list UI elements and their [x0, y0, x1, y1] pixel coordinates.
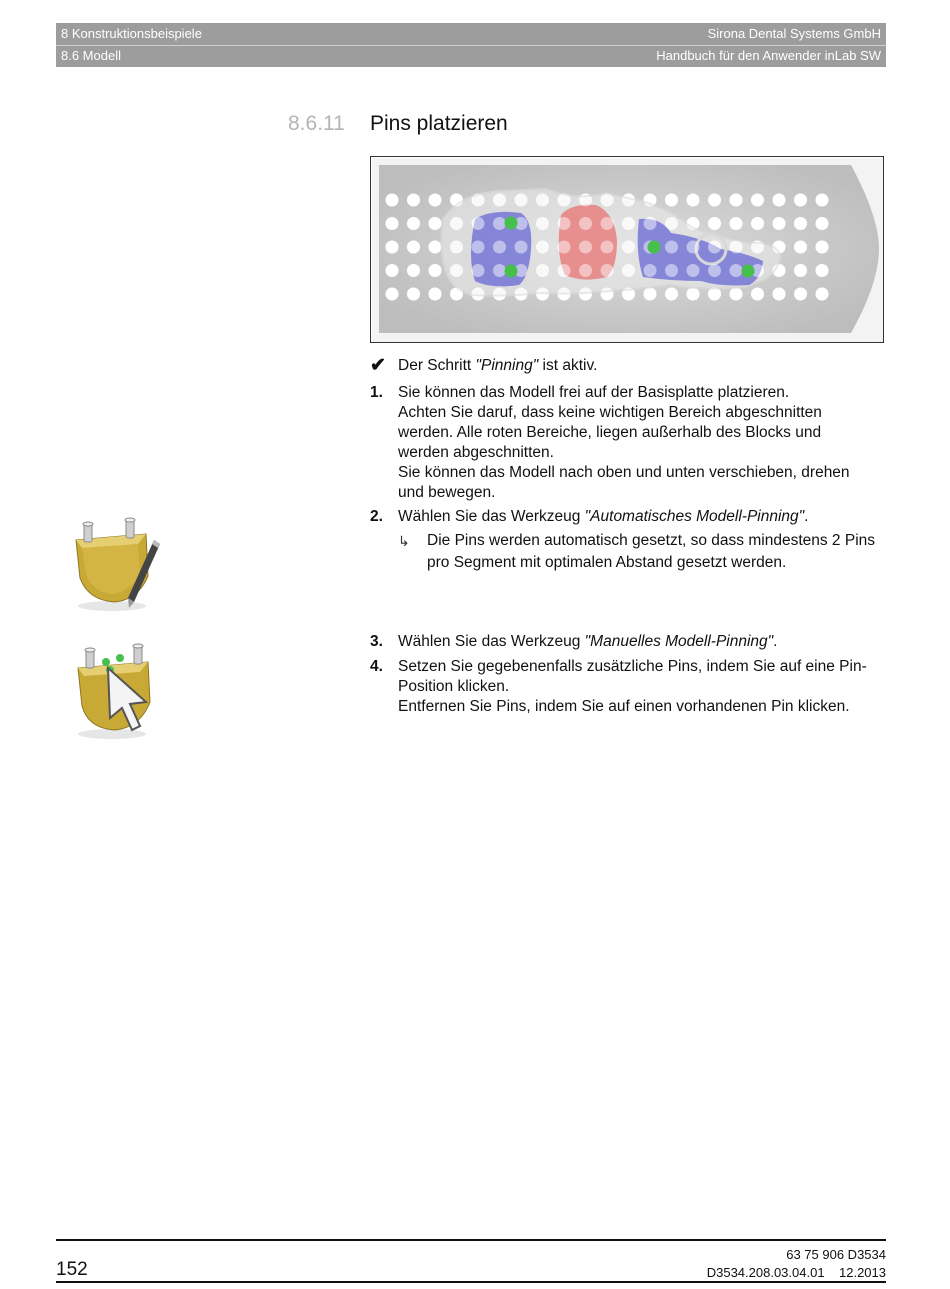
plate-hole-overlay	[407, 241, 420, 254]
header-manual: Handbuch für den Anwender inLab SW	[656, 48, 881, 63]
plate-hole-overlay	[730, 288, 743, 301]
plate-hole-overlay	[493, 217, 506, 230]
plate-hole-overlay	[558, 194, 571, 207]
plate-hole-overlay	[601, 288, 614, 301]
step-line: Position klicken.	[398, 678, 510, 695]
plate-hole-overlay	[665, 217, 678, 230]
plate-hole-overlay	[493, 288, 506, 301]
plate-hole-overlay	[687, 194, 700, 207]
plate-hole-overlay	[450, 217, 463, 230]
plate-hole-overlay	[536, 241, 549, 254]
step-line: werden abgeschnitten.	[398, 444, 554, 461]
plate-hole-overlay	[429, 288, 442, 301]
plate-hole-overlay	[472, 217, 485, 230]
plate-hole-overlay	[773, 217, 786, 230]
plate-hole-overlay	[794, 241, 807, 254]
plate-hole-overlay	[730, 264, 743, 277]
plate-hole-overlay	[536, 217, 549, 230]
plate-hole-overlay	[450, 194, 463, 207]
plate-hole-overlay	[751, 241, 764, 254]
manual-pinning-tool-icon[interactable]	[68, 640, 168, 745]
plate-hole-overlay	[558, 217, 571, 230]
plate-hole-overlay	[429, 241, 442, 254]
pin-marker	[505, 265, 518, 278]
plate-hole-overlay	[794, 194, 807, 207]
plate-hole-overlay	[429, 217, 442, 230]
plate-hole-overlay	[816, 194, 829, 207]
step-line: Sie können das Modell frei auf der Basisplatte platzieren.	[398, 384, 790, 401]
plate-hole-overlay	[665, 288, 678, 301]
plate-hole-overlay	[794, 288, 807, 301]
plate-hole-overlay	[665, 264, 678, 277]
plate-hole-overlay	[429, 194, 442, 207]
plate-hole-overlay	[687, 264, 700, 277]
section-number: 8.6.11	[288, 112, 345, 135]
plate-hole-overlay	[622, 217, 635, 230]
footer-rule-top	[56, 1239, 886, 1241]
plate-hole-overlay	[751, 194, 764, 207]
plate-hole-overlay	[558, 241, 571, 254]
header-section: 8.6 Modell	[61, 48, 121, 63]
plate-hole-overlay	[579, 264, 592, 277]
plate-hole-overlay	[386, 264, 399, 277]
plate-hole-overlay	[493, 264, 506, 277]
plate-hole-overlay	[493, 241, 506, 254]
section-title: Pins platzieren	[370, 112, 508, 135]
step-number: 4.	[370, 658, 383, 675]
plate-hole-overlay	[407, 217, 420, 230]
plate-hole-overlay	[450, 241, 463, 254]
plate-hole-overlay	[407, 264, 420, 277]
plate-hole-overlay	[751, 217, 764, 230]
page-number: 152	[56, 1259, 88, 1280]
result-arrow-icon: ↳	[398, 533, 410, 549]
plate-hole-overlay	[579, 288, 592, 301]
plate-hole-overlay	[708, 241, 721, 254]
auto-pinning-tool-icon[interactable]	[68, 514, 168, 619]
plate-hole-overlay	[601, 241, 614, 254]
header-company: Sirona Dental Systems GmbH	[707, 26, 881, 41]
plate-hole-overlay	[665, 241, 678, 254]
step-line: werden. Alle roten Bereiche, liegen außerhalb des Blocks und	[398, 424, 822, 441]
plate-hole-overlay	[816, 288, 829, 301]
pin-marker	[505, 217, 518, 230]
plate-hole-overlay	[816, 217, 829, 230]
check-icon: ✔	[370, 355, 386, 376]
plate-hole-overlay	[687, 241, 700, 254]
plate-hole-overlay	[493, 194, 506, 207]
plate-hole-overlay	[687, 288, 700, 301]
plate-hole-overlay	[816, 264, 829, 277]
plate-hole-overlay	[450, 264, 463, 277]
plate-hole-overlay	[472, 288, 485, 301]
plate-hole-overlay	[429, 264, 442, 277]
plate-hole-overlay	[515, 194, 528, 207]
plate-hole-overlay	[622, 194, 635, 207]
plate-hole-overlay	[644, 264, 657, 277]
plate-hole-overlay	[536, 288, 549, 301]
plate-hole-overlay	[708, 264, 721, 277]
footer-rule-bottom	[56, 1281, 886, 1283]
plate-hole-overlay	[386, 217, 399, 230]
step-line: Entfernen Sie Pins, indem Sie auf einen vorhandenen Pin klicken.	[398, 698, 850, 715]
tool-name: "Manuelles Modell-Pinning"	[584, 633, 774, 650]
tool-name: "Automatisches Modell-Pinning"	[584, 508, 805, 525]
document-reference: D3534.208.03.04.01 12.2013	[706, 1265, 886, 1280]
plate-hole-overlay	[386, 194, 399, 207]
step-name: "Pinning"	[475, 357, 539, 374]
header-chapter: 8 Konstruktionsbeispiele	[61, 26, 202, 41]
result-line: pro Segment mit optimalen Abstand gesetzt werden.	[427, 554, 787, 571]
plate-hole-overlay	[794, 264, 807, 277]
plate-hole-overlay	[536, 264, 549, 277]
plate-hole-overlay	[730, 217, 743, 230]
step-line: und bewegen.	[398, 484, 496, 501]
plate-hole-overlay	[730, 194, 743, 207]
plate-hole-overlay	[601, 217, 614, 230]
running-header	[56, 23, 886, 67]
plate-hole-overlay	[708, 194, 721, 207]
plate-hole-overlay	[515, 288, 528, 301]
plate-hole-overlay	[708, 217, 721, 230]
plate-hole-overlay	[644, 217, 657, 230]
plate-hole-overlay	[773, 264, 786, 277]
plate-hole-overlay	[816, 241, 829, 254]
plate-hole-overlay	[794, 217, 807, 230]
step-line: Sie können das Modell nach oben und unten verschieben, drehen	[398, 464, 850, 481]
plate-hole-overlay	[558, 264, 571, 277]
plate-hole-overlay	[773, 194, 786, 207]
pin-marker	[742, 265, 755, 278]
step-number: 1.	[370, 384, 383, 401]
plate-hole-overlay	[386, 241, 399, 254]
plate-hole-overlay	[386, 288, 399, 301]
step-line: Achten Sie daruf, dass keine wichtigen Bereich abgeschnitten	[398, 404, 822, 421]
plate-hole-overlay	[773, 288, 786, 301]
plate-hole-overlay	[687, 217, 700, 230]
plate-hole-overlay	[773, 241, 786, 254]
step-number: 3.	[370, 633, 383, 650]
plate-hole-overlay	[579, 217, 592, 230]
plate-hole-overlay	[407, 194, 420, 207]
document-number: 63 75 906 D3534	[786, 1247, 886, 1262]
step-number: 2.	[370, 508, 383, 525]
pinning-screenshot	[370, 156, 884, 343]
result-line: Die Pins werden automatisch gesetzt, so dass mindestens 2 Pins	[427, 532, 876, 549]
plate-hole-overlay	[730, 241, 743, 254]
plate-hole-overlay	[472, 264, 485, 277]
plate-hole-overlay	[407, 288, 420, 301]
plate-hole-overlay	[472, 241, 485, 254]
plate-hole-overlay	[622, 241, 635, 254]
plate-hole-overlay	[579, 241, 592, 254]
plate-hole-overlay	[622, 288, 635, 301]
plate-hole-overlay	[536, 194, 549, 207]
plate-hole-overlay	[601, 194, 614, 207]
plate-hole-overlay	[601, 264, 614, 277]
step-line: Setzen Sie gegebenenfalls zusätzliche Pins, indem Sie auf eine Pin-	[398, 658, 867, 675]
plate-hole-overlay	[515, 241, 528, 254]
plate-hole-overlay	[472, 194, 485, 207]
plate-hole-overlay	[644, 288, 657, 301]
plate-hole-overlay	[622, 264, 635, 277]
plate-hole-overlay	[665, 194, 678, 207]
base-plate-graphic	[371, 157, 885, 344]
plate-hole-overlay	[558, 288, 571, 301]
pin-marker	[648, 241, 661, 254]
plate-hole-overlay	[579, 194, 592, 207]
plate-hole-overlay	[644, 194, 657, 207]
plate-hole-overlay	[751, 288, 764, 301]
plate-hole-overlay	[450, 288, 463, 301]
plate-hole-overlay	[708, 288, 721, 301]
